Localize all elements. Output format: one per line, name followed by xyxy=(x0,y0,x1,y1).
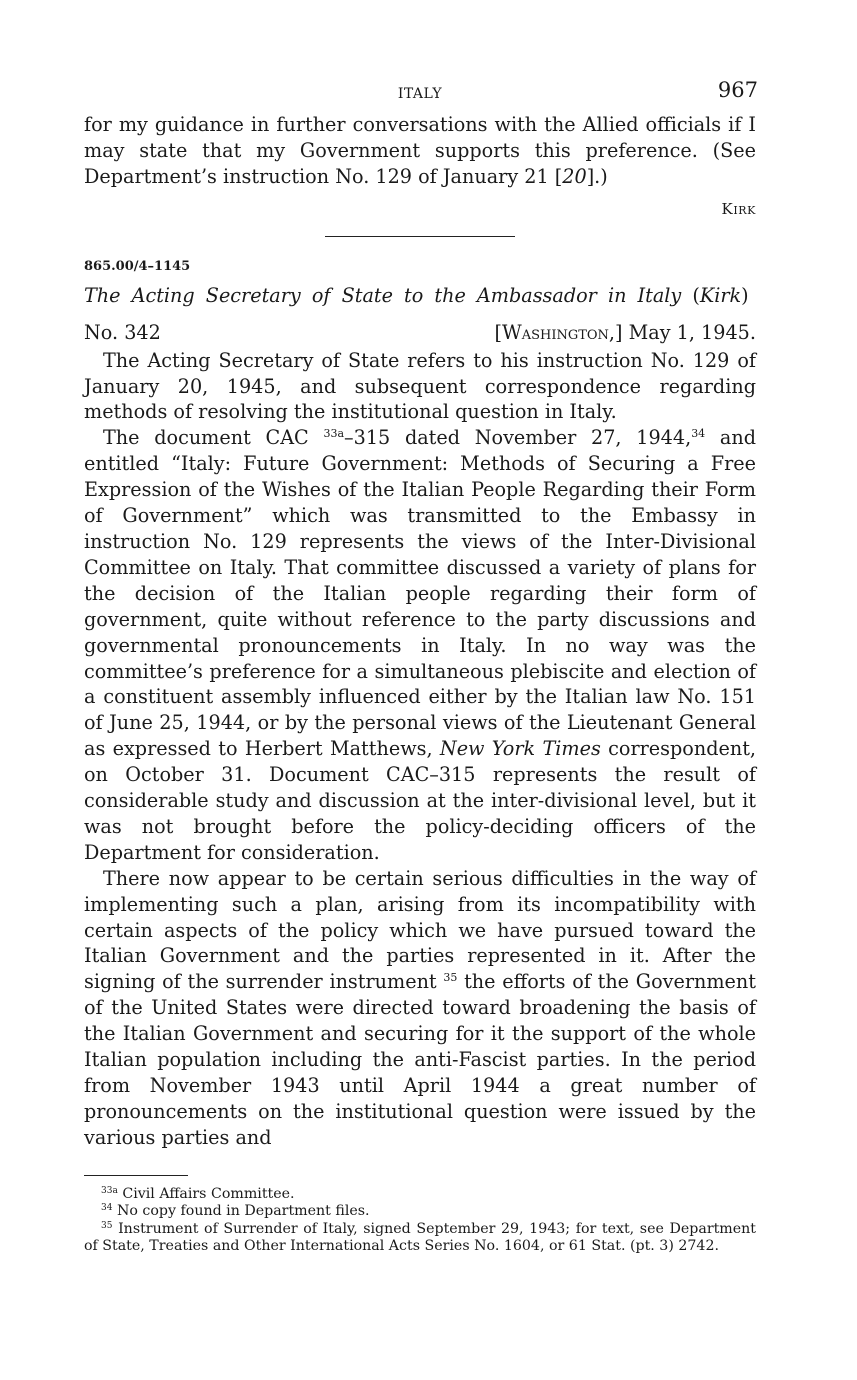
footnote-text: Civil Affairs Committee. xyxy=(117,1185,295,1202)
paragraph-2-text-c: and entitled “Italy: Future Government: Methods of Securing a Free Expression of the Wishes of the Italian People Regarding their Form of Government” which was transmitted to the Embassy in instruction No. 129 represents the views of the Inter-Divisional Committee on Italy. That committee discussed a variety of plans for the decision of the Italian people regarding their form of government, quite without reference to the party discussions and governmental pronouncements in Italy. In no way was the committee’s preference for a simultaneous plebiscite and election of a constituent assembly influenced either by the Italian law No. 151 of June 25, 1944, or by the personal views of the Lieutenant General as expressed to Herbert Matthews, xyxy=(84,426,756,761)
paragraph-1: The Acting Secretary of State refers to his instruction No. 129 of January 20, 1945, and subsequent correspondence regarding methods of resolving the institutional question in Italy. xyxy=(84,348,756,424)
running-title: ITALY xyxy=(397,86,443,102)
footnote-marker: 33a xyxy=(101,1185,118,1196)
document-title xyxy=(84,284,756,307)
instruction-number: No. 342 xyxy=(84,320,161,344)
section-divider xyxy=(325,236,515,237)
place-and-date xyxy=(494,320,756,346)
continuation-tail: ].) xyxy=(586,164,608,188)
footnote xyxy=(84,1186,756,1203)
footnote-marker: 34 xyxy=(101,1203,113,1214)
paragraph-2 xyxy=(84,425,756,865)
paragraph-2-text-b: –315 dated November 27, 1944, xyxy=(344,426,692,450)
paragraph-2-text-a: The document CAC xyxy=(103,426,324,450)
document-title-text: The Acting Secretary of State to the Ambassador in Italy xyxy=(84,283,682,307)
paragraph-2-text-d: correspondent, on October 31. Document CAC–315 represents the result of considerable study and discussion at the inter-divisional level, but it was not brought before the policy-deciding officers of the Department for consideration. xyxy=(84,737,757,864)
place-bracket-close: ,] xyxy=(608,320,623,344)
footnote-ref-33a: 33a xyxy=(323,427,345,441)
title-paren-close: ) xyxy=(741,283,749,307)
file-number: 865.00/4–1145 xyxy=(84,258,191,274)
paragraph-3-text-a: There now appear to be certain serious difficulties in the way of implementing such a plan, arising from its incompatibility with certain aspects of the policy which we have pursued toward the Italian Government and the parties represented in it. After the signing of the surrender instrument xyxy=(84,866,756,994)
page-number: 967 xyxy=(717,78,758,102)
dateline xyxy=(84,320,756,346)
signature: Kirk xyxy=(721,199,756,218)
paragraph-3-text-b: the efforts of the Government of the United States were directed toward broadening the basis of the Italian Government and securing for it the support of the whole Italian population including the anti-Fascist parties. In the period from November 1943 until April 1944 a great number of pronouncements on the institutional question were issued by the various parties and xyxy=(84,970,756,1149)
continuation-text: for my guidance in further conversations with the Allied officials if I may state that my Government supports this preference. (See Department’s instruction No. 129 of January 21 [ xyxy=(84,113,756,188)
date: May 1, 1945. xyxy=(628,320,756,344)
footnote-text: Instrument of Surrender of Italy, signed September 29, 1943; for text, see Department of State, Treaties and Other International Acts Series No. 1604, or 61 Stat. (pt. 3) 2742. xyxy=(84,1220,756,1254)
footnote xyxy=(84,1203,756,1220)
footnote-ref-35: 35 xyxy=(443,971,458,985)
place-bracket-open: [ xyxy=(494,320,502,344)
place: Washington xyxy=(501,320,609,344)
footnote-divider xyxy=(84,1175,188,1176)
document-title-recipient: Kirk xyxy=(699,283,742,307)
newspaper-name: New York Times xyxy=(439,737,601,761)
document-page xyxy=(84,78,756,1255)
footnotes xyxy=(84,1186,756,1256)
footnote-ref-34: 34 xyxy=(691,427,706,441)
title-paren-open: ( xyxy=(692,283,700,307)
footnote-text: No copy found in Department files. xyxy=(112,1203,370,1220)
continuation-bracket-date: 20 xyxy=(562,164,587,188)
continuation-paragraph xyxy=(84,112,756,190)
running-header xyxy=(84,78,756,112)
footnote-marker: 35 xyxy=(101,1220,113,1231)
footnote xyxy=(84,1221,756,1256)
paragraph-3 xyxy=(84,866,756,1151)
